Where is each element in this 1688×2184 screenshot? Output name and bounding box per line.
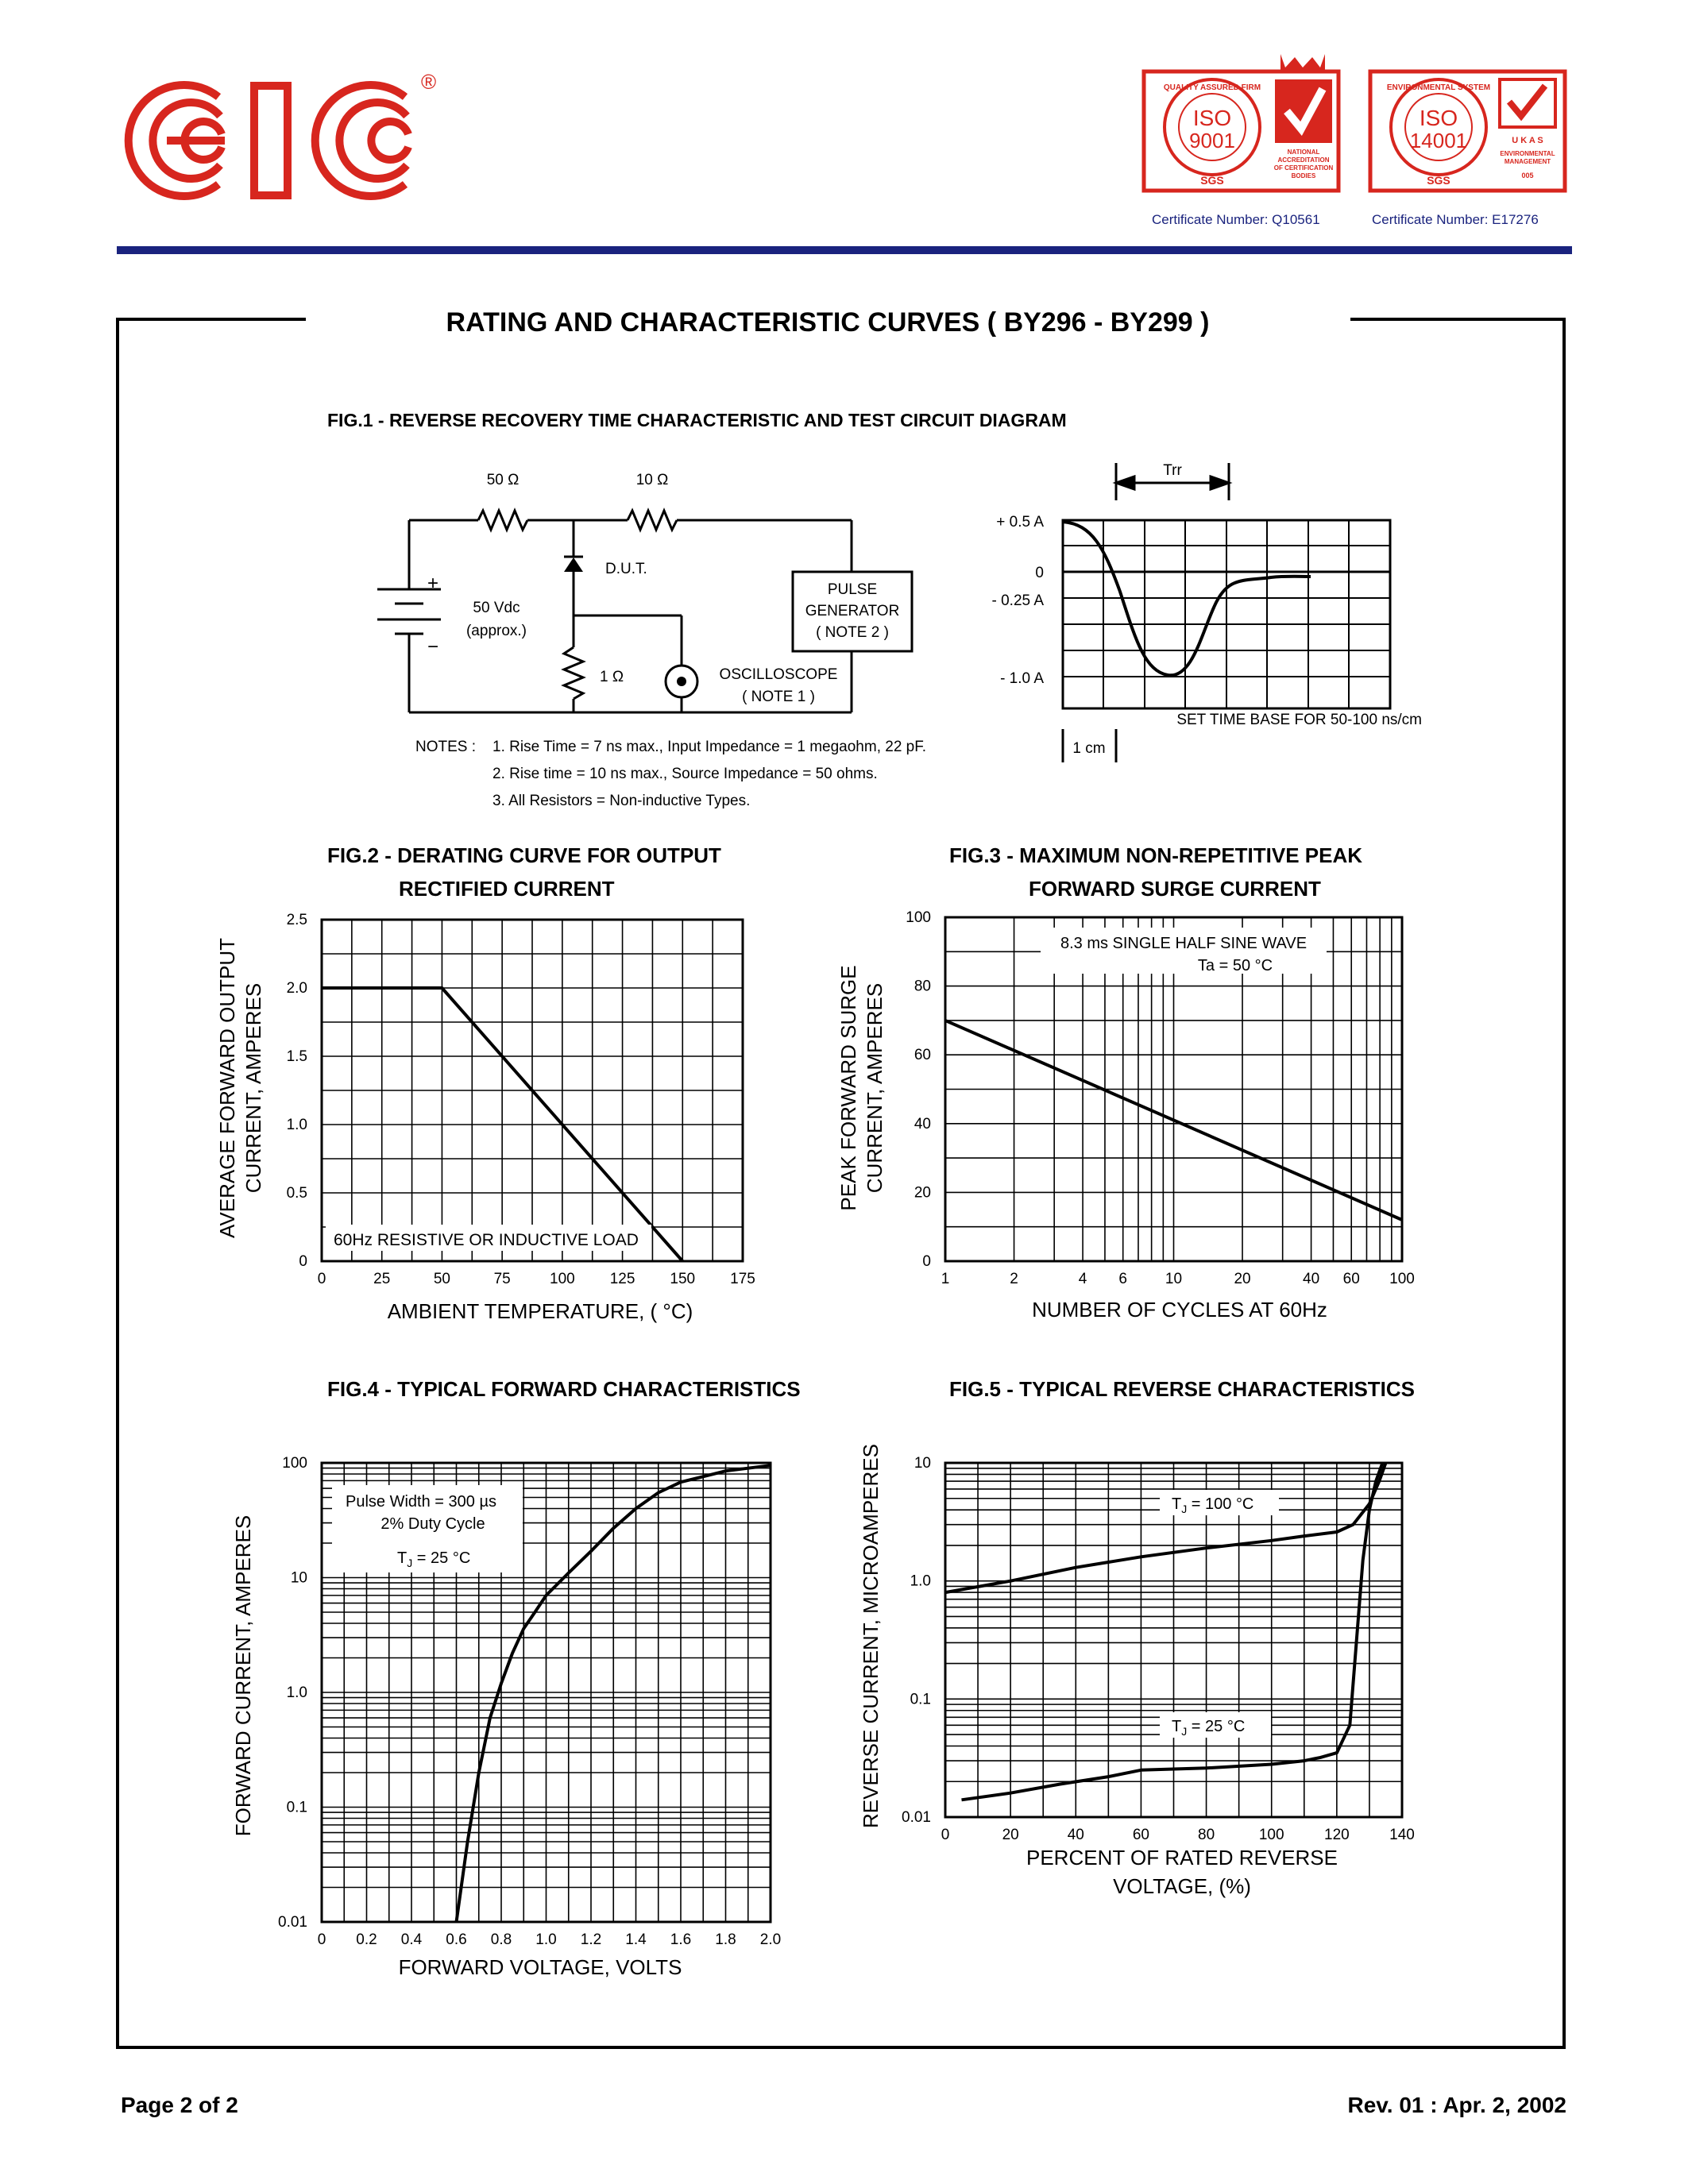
label-plus: +	[427, 573, 439, 594]
fig3-annotation-2: Ta = 50 °C	[1197, 957, 1273, 974]
y-tick-label: 0	[922, 1253, 931, 1270]
fig2-ylabel-line2: CURRENT, AMPERES	[241, 982, 265, 1194]
fig5-xlabel-line1: PERCENT OF RATED REVERSE	[1026, 1846, 1338, 1870]
fig4-annotation-1: Pulse Width = 300 µs	[346, 1493, 496, 1511]
y-tick-label: 1.0	[286, 1684, 307, 1701]
x-tick-label: 100	[1258, 1827, 1284, 1843]
label-dut: D.U.T.	[605, 561, 647, 577]
y-tick-label: 1.0	[286, 1117, 307, 1133]
fig2-xlabel: AMBIENT TEMPERATURE, ( °C)	[387, 1299, 693, 1323]
diode-icon	[564, 558, 583, 572]
iso-9001-ring-text: QUALITY ASSURED FIRM	[1163, 83, 1261, 92]
fig3-ylabel-line1: PEAK FORWARD SURGE	[836, 965, 860, 1211]
iso-14001-mark: ISO	[1419, 106, 1458, 130]
label-approx: (approx.)	[465, 623, 527, 639]
y-tick-label: 0.1	[286, 1799, 307, 1816]
y-tick-label: 100	[282, 1455, 307, 1472]
fig5-xlabel-line2: VOLTAGE, (%)	[1113, 1874, 1251, 1898]
fig5-legend-25c: $T_J = 25$ °C	[1172, 1718, 1246, 1738]
fig4-xlabel: FORWARD VOLTAGE, VOLTS	[398, 1955, 682, 1979]
fig2-title-line1: FIG.2 - DERATING CURVE FOR OUTPUT	[327, 843, 721, 867]
page-number: Page 2 of 2	[121, 2093, 238, 2117]
y-tick-label: 0.5	[286, 1185, 307, 1202]
fig5-ylabel: REVERSE CURRENT, MICROAMPERES	[859, 1444, 883, 1828]
x-tick-label: 1.6	[670, 1931, 692, 1948]
fig3-annotation-1: 8.3 ms SINGLE HALF SINE WAVE	[1060, 935, 1308, 952]
label-50-ohm: 50 Ω	[486, 472, 520, 488]
fig4-ylabel: FORWARD CURRENT, AMPERES	[231, 1515, 255, 1837]
iso-9001-number: 9001	[1189, 129, 1235, 152]
level-plus-05a: + 0.5 A	[996, 514, 1044, 531]
scale-1cm: 1 cm	[1072, 740, 1106, 757]
x-tick-label: 2.0	[759, 1931, 782, 1948]
cert-number-q10561: Certificate Number: Q10561	[1152, 212, 1320, 227]
ukas-text-2: ENVIRONMENTAL	[1500, 150, 1555, 157]
note-2: 2. Rise time = 10 ns max., Source Impedance = 50 ohms.	[492, 766, 878, 782]
x-tick-label: 0.6	[446, 1931, 467, 1948]
iso-9001-badge	[1144, 54, 1338, 191]
y-tick-label: 100	[906, 909, 931, 926]
level-minus-025a: - 0.25 A	[991, 592, 1044, 609]
x-tick-label: 0	[941, 1827, 950, 1843]
nab-text-4: BODIES	[1291, 172, 1316, 179]
x-tick-label: 40	[1067, 1827, 1084, 1843]
y-tick-label: 10	[914, 1455, 931, 1472]
label-note2: ( NOTE 2 )	[816, 624, 889, 641]
y-tick-label: 0.1	[910, 1691, 931, 1708]
resistor-10-ohm	[628, 511, 677, 530]
x-tick-label: 175	[730, 1271, 755, 1287]
y-tick-label: 80	[914, 978, 931, 995]
x-tick-label: 80	[1198, 1827, 1215, 1843]
x-tick-label: 125	[609, 1271, 635, 1287]
note-1: 1. Rise Time = 7 ns max., Input Impedance = 1 megaohm, 22 pF.	[492, 739, 927, 755]
label-generator: GENERATOR	[805, 603, 900, 619]
y-tick-label: 2.0	[286, 980, 307, 997]
x-tick-label: 150	[670, 1271, 696, 1287]
iso-9001-sgs: SGS	[1200, 174, 1224, 187]
y-tick-label: 40	[914, 1115, 931, 1133]
x-tick-label: 1.2	[580, 1931, 602, 1948]
fig4-annotation-3: $T_J = 25$ °C	[397, 1549, 471, 1569]
iso-14001-badge	[1370, 71, 1565, 191]
fig3-title-line1: FIG.3 - MAXIMUM NON-REPETITIVE PEAK	[949, 843, 1363, 867]
x-tick-label: 1.4	[625, 1931, 647, 1948]
registered-mark: ®	[421, 70, 437, 94]
x-tick-label: 60	[1132, 1827, 1149, 1843]
ukas-text-3: MANAGEMENT	[1504, 158, 1551, 165]
x-tick-label: 1.8	[715, 1931, 736, 1948]
nab-text-2: ACCREDITATION	[1277, 156, 1330, 164]
x-tick-label: 0.8	[490, 1931, 512, 1948]
cert-number-e17276: Certificate Number: E17276	[1372, 212, 1539, 227]
x-tick-label: 20	[1002, 1827, 1019, 1843]
nab-text-1: NATIONAL	[1287, 149, 1320, 156]
x-tick-label: 0	[317, 1271, 326, 1287]
label-oscilloscope: OSCILLOSCOPE	[719, 666, 838, 683]
notes-label: NOTES :	[415, 739, 477, 755]
series-line	[945, 1463, 1386, 1592]
x-tick-label: 20	[1234, 1271, 1251, 1287]
header-rule	[117, 246, 1572, 254]
eic-logo	[129, 70, 436, 196]
trr-waveform-grid	[1063, 520, 1390, 708]
trr-label: Trr	[1163, 462, 1182, 479]
page-title: RATING AND CHARACTERISTIC CURVES ( BY296 - BY299 )	[446, 307, 1210, 338]
iso-14001-ring-text: ENVIRONMENTAL SYSTEM	[1386, 83, 1491, 92]
fig1-title: FIG.1 - REVERSE RECOVERY TIME CHARACTERISTIC AND TEST CIRCUIT DIAGRAM	[327, 410, 1067, 430]
label-50vdc: 50 Vdc	[473, 600, 520, 616]
x-tick-label: 75	[493, 1271, 511, 1287]
x-tick-label: 60	[1342, 1271, 1360, 1287]
revision-date: Rev. 01 : Apr. 2, 2002	[1347, 2093, 1566, 2117]
x-tick-label: 140	[1389, 1827, 1415, 1843]
y-tick-label: 0.01	[278, 1914, 307, 1931]
level-minus-1a: - 1.0 A	[1000, 670, 1044, 687]
label-minus: −	[427, 636, 439, 658]
checkmark-icon	[1509, 86, 1545, 116]
x-tick-label: 4	[1078, 1271, 1087, 1287]
x-tick-label: 2	[1010, 1271, 1018, 1287]
reverse-characteristics-chart	[902, 1455, 1415, 1843]
fig2-ylabel-line1: AVERAGE FORWARD OUTPUT	[215, 938, 239, 1238]
label-pulse: PULSE	[827, 581, 878, 598]
label-1-ohm: 1 Ω	[600, 669, 624, 685]
y-tick-label: 20	[914, 1184, 931, 1202]
timebase-note: SET TIME BASE FOR 50-100 ns/cm	[1176, 712, 1422, 728]
fig4-annotation-2: 2% Duty Cycle	[380, 1515, 485, 1533]
fig3-xlabel: NUMBER OF CYCLES AT 60Hz	[1032, 1298, 1327, 1322]
y-tick-label: 0.01	[902, 1809, 931, 1826]
x-tick-label: 10	[1165, 1271, 1183, 1287]
y-tick-label: 1.5	[286, 1048, 307, 1065]
resistor-1-ohm	[564, 647, 583, 699]
fig5-legend-100c: $T_J = 100$ °C	[1172, 1495, 1254, 1515]
fig2-title-line2: RECTIFIED CURRENT	[399, 877, 615, 901]
x-tick-label: 100	[1389, 1271, 1415, 1287]
level-0: 0	[1035, 565, 1044, 581]
x-tick-label: 0.4	[400, 1931, 423, 1948]
fig5-title: FIG.5 - TYPICAL REVERSE CHARACTERISTICS	[949, 1377, 1416, 1401]
note-3: 3. All Resistors = Non-inductive Types.	[492, 793, 751, 809]
label-note1: ( NOTE 1 )	[742, 689, 815, 705]
fig4-title: FIG.4 - TYPICAL FORWARD CHARACTERISTICS	[327, 1377, 801, 1401]
ukas-text-4: 005	[1521, 172, 1534, 179]
fig2-annotation: 60Hz RESISTIVE OR INDUCTIVE LOAD	[334, 1231, 639, 1249]
resistor-50-ohm	[478, 511, 527, 530]
y-tick-label: 2.5	[286, 912, 307, 928]
y-tick-label: 10	[290, 1569, 307, 1587]
x-tick-label: 100	[550, 1271, 575, 1287]
y-tick-label: 0	[299, 1253, 307, 1270]
x-tick-label: 25	[373, 1271, 391, 1287]
x-tick-label: 1.0	[535, 1931, 557, 1948]
fig3-ylabel-line2: CURRENT, AMPERES	[863, 982, 886, 1194]
fig3-title-line2: FORWARD SURGE CURRENT	[1029, 877, 1321, 901]
y-tick-label: 1.0	[910, 1572, 931, 1590]
nab-text-3: OF CERTIFICATION	[1273, 164, 1334, 172]
x-tick-label: 0.2	[356, 1931, 377, 1948]
iso-14001-sgs: SGS	[1427, 174, 1450, 187]
iso-9001-mark: ISO	[1192, 106, 1232, 130]
y-tick-label: 60	[914, 1047, 931, 1064]
x-tick-label: 40	[1303, 1271, 1320, 1287]
x-tick-label: 0	[317, 1931, 326, 1948]
x-tick-label: 50	[433, 1271, 450, 1287]
x-tick-label: 6	[1118, 1271, 1128, 1287]
x-tick-label: 120	[1324, 1827, 1350, 1843]
crown-icon	[1280, 54, 1325, 73]
ukas-text-1: U K A S	[1512, 136, 1543, 145]
label-10-ohm: 10 Ω	[635, 472, 669, 488]
x-tick-label: 1	[941, 1271, 950, 1287]
iso-14001-number: 14001	[1409, 129, 1468, 152]
